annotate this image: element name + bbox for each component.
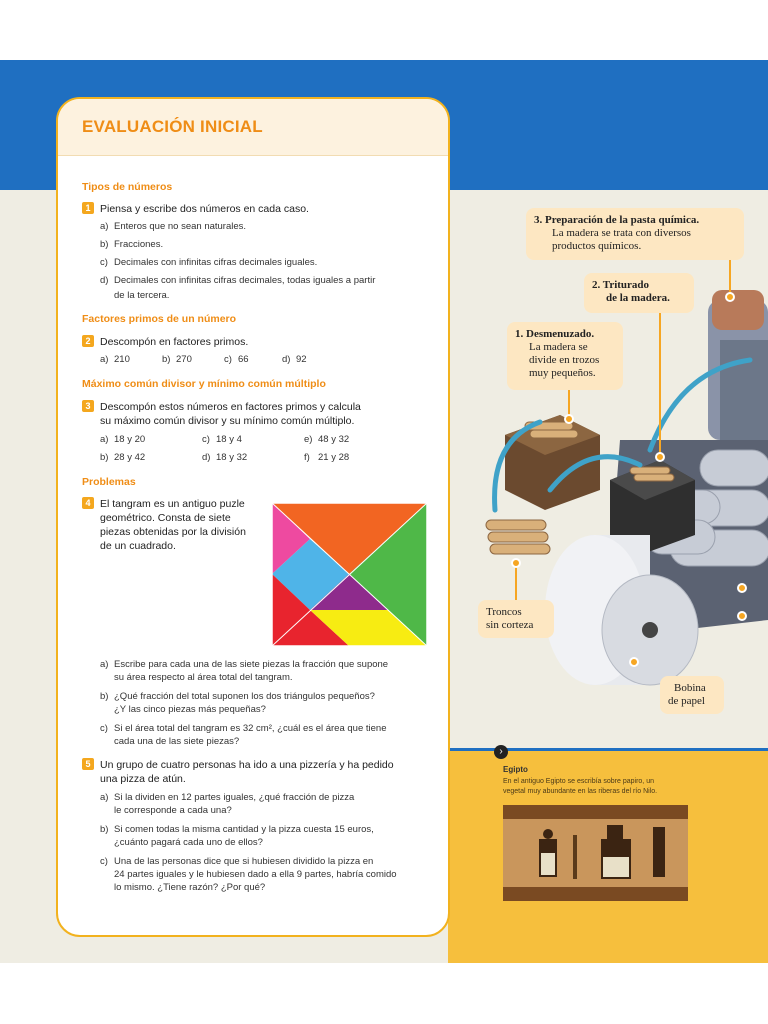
label-chemical-pulp xyxy=(526,208,744,260)
question-number: 4 xyxy=(82,497,94,509)
callout-line-troncos xyxy=(515,565,517,600)
list-item: d) 92 xyxy=(282,354,307,365)
list-item: a) 210 xyxy=(100,354,130,365)
list-item: a) Escribe para cada una de las siete piezas la fracción que supone su área respecto al área total del tangram. xyxy=(100,659,389,683)
label-triturado xyxy=(584,273,694,313)
callout-dot-bobina xyxy=(629,657,639,667)
question-text: Un grupo de cuatro personas ha ido a una pizzería y ha pedido xyxy=(100,759,394,771)
section-factores: Factores primos de un número xyxy=(82,313,237,325)
label-chemical-pulp-line2: La madera se trata con diversos xyxy=(552,227,691,239)
label-desmenuzado xyxy=(507,322,623,390)
list-item: e) 48 y 32 xyxy=(304,434,350,445)
card-title: EVALUACIÓN INICIAL xyxy=(82,117,263,136)
list-item: d) 18 y 32 xyxy=(202,452,248,463)
label-chemical-pulp-line3: productos químicos. xyxy=(552,240,642,252)
list-item: c) Una de las personas dice que si hubiesen dividido la pizza en 24 partes iguales y le hubiesen dado a ella 9 partes, habría comido lo mismo. ¿Tiene razón? ¿Por qué? xyxy=(100,856,397,893)
list-item: b) Fracciones. xyxy=(100,239,164,250)
callout-dot-3 xyxy=(725,292,735,302)
question-5 xyxy=(82,758,422,786)
tangram-figure xyxy=(272,503,427,646)
question-text: Piensa y escribe dos números en cada caso. xyxy=(100,203,309,215)
question-text: El tangram es un antiguo puzle xyxy=(100,498,245,510)
label-triturado-line1: 2. Triturado xyxy=(592,279,650,291)
list-item: de la tercera. xyxy=(114,290,170,301)
list-item: b) Si comen todas la misma cantidad y la pizza cuesta 15 euros, ¿cuánto pagará cada uno de ellos? xyxy=(100,824,374,848)
callout-dot-roller-2 xyxy=(737,611,747,621)
question-4 xyxy=(82,497,272,553)
question-text-cont: su máximo común divisor y su mínimo común múltiplo. xyxy=(100,415,355,427)
question-text: Descompón en factores primos. xyxy=(100,336,249,348)
label-troncos xyxy=(478,600,554,638)
section-tipos: Tipos de números xyxy=(82,181,173,193)
question-number: 1 xyxy=(82,202,94,214)
chevron-right-icon[interactable]: › xyxy=(494,745,508,759)
list-item: b) ¿Qué fracción del total suponen los dos triángulos pequeños? ¿Y las cinco piezas más pequeñas? xyxy=(100,691,375,715)
question-2 xyxy=(82,335,422,349)
question-text: Descompón estos números en factores primos y calcula xyxy=(100,401,361,413)
list-item: c) 66 xyxy=(224,354,249,365)
list-item: c) 18 y 4 xyxy=(202,434,242,445)
section-mcd: Máximo común divisor y mínimo común múltiplo xyxy=(82,378,326,390)
question-1 xyxy=(82,202,422,216)
label-desmenuzado-line4: muy pequeños. xyxy=(529,367,596,379)
list-item: a) 18 y 20 xyxy=(100,434,146,445)
label-bobina-line1: Bobina xyxy=(674,682,706,694)
label-triturado-line2: de la madera. xyxy=(606,292,670,304)
list-item: c) Decimales con infinitas cifras decimales iguales. xyxy=(100,257,318,268)
label-desmenuzado-line2: La madera se xyxy=(529,341,588,353)
egypt-title: Egipto xyxy=(503,765,528,774)
list-item: a) Si la dividen en 12 partes iguales, ¿qué fracción de pizza le corresponde a cada una? xyxy=(100,792,355,816)
list-item: a) Enteros que no sean naturales. xyxy=(100,221,247,232)
question-text-cont: piezas obtenidas por la división xyxy=(100,526,246,538)
egypt-text-line2: vegetal muy abundante en las riberas del río Nilo. xyxy=(503,788,658,795)
callout-dot-roller-1 xyxy=(737,583,747,593)
label-desmenuzado-line1: 1. Desmenuzado. xyxy=(515,328,595,340)
label-bobina xyxy=(660,676,724,714)
label-troncos-line1: Troncos xyxy=(486,606,522,618)
question-text-cont: geométrico. Consta de siete xyxy=(100,512,231,524)
question-number: 5 xyxy=(82,758,94,770)
label-chemical-pulp-line1: 3. Preparación de la pasta química. xyxy=(534,214,700,226)
label-bobina-line2: de papel xyxy=(668,695,705,707)
callout-line-2 xyxy=(659,313,661,453)
label-desmenuzado-line3: divide en trozos xyxy=(529,354,600,366)
list-item: b) 270 xyxy=(162,354,192,365)
callout-line-3 xyxy=(729,260,731,296)
evaluation-card xyxy=(56,97,450,937)
question-number: 3 xyxy=(82,400,94,412)
question-3 xyxy=(82,400,422,428)
list-item: c) Si el área total del tangram es 32 cm², ¿cuál es el área que tiene cada una de las siete piezas? xyxy=(100,723,387,747)
question-text-cont: una pizza de atún. xyxy=(100,773,186,785)
list-item: d) Decimales con infinitas cifras decimales, todas iguales a partir xyxy=(100,275,376,286)
egyptian-papyrus-image xyxy=(503,805,688,901)
list-item: b) 28 y 42 xyxy=(100,452,146,463)
label-troncos-line2: sin corteza xyxy=(486,619,534,631)
question-number: 2 xyxy=(82,335,94,347)
section-problemas: Problemas xyxy=(82,476,136,488)
callout-dot-1 xyxy=(564,414,574,424)
egypt-text-line1: En el antiguo Egipto se escribía sobre papiro, un xyxy=(503,778,654,785)
egypt-text xyxy=(503,777,703,797)
callout-dot-2 xyxy=(655,452,665,462)
list-item: f) 21 y 28 xyxy=(304,452,350,463)
question-text-cont: de un cuadrado. xyxy=(100,540,176,552)
callout-dot-troncos xyxy=(511,558,521,568)
